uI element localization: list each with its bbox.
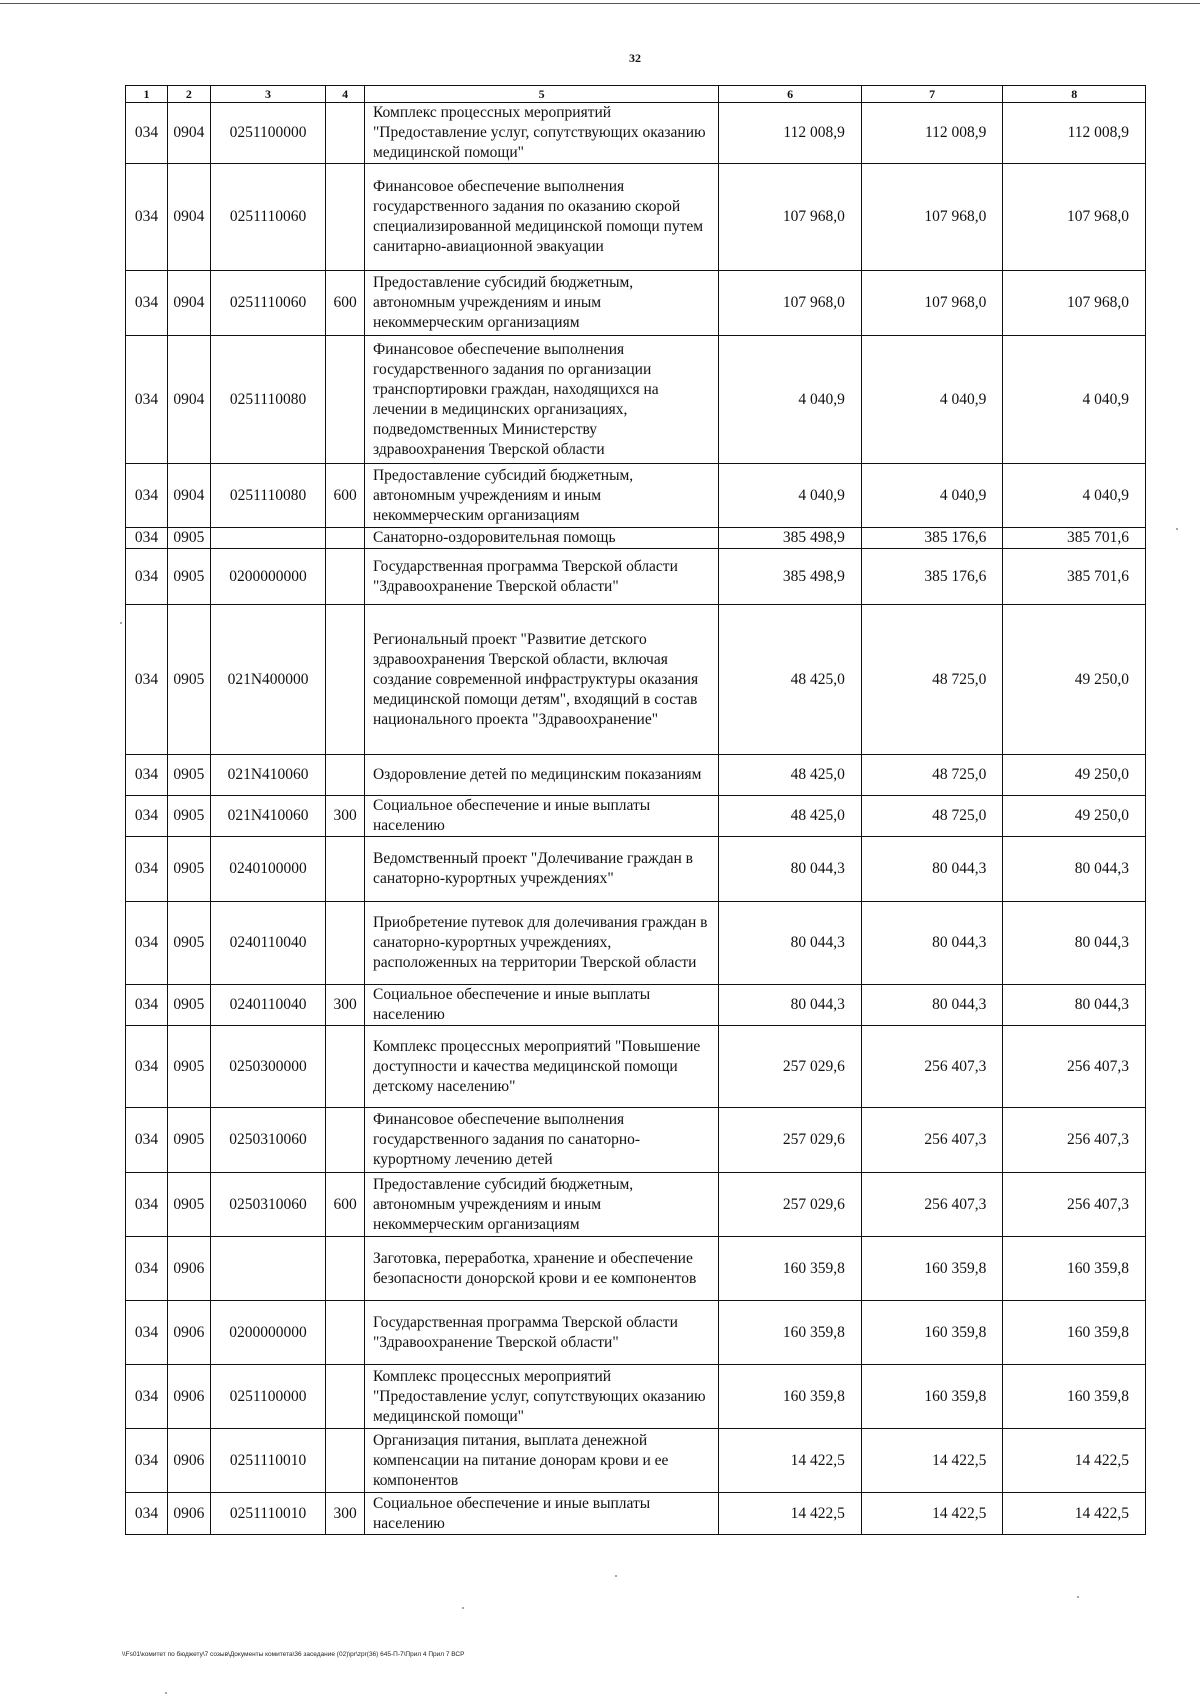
- description-cell: Организация питания, выплата денежной компенсации на питание донорам крови и ее компонентов: [364, 1429, 718, 1493]
- scan-speck: [462, 1607, 464, 1609]
- target-code-cell: 0250310060: [210, 1173, 325, 1237]
- amount-year3-cell: 256 407,3: [1003, 1026, 1146, 1108]
- section-code-cell: 0904: [167, 103, 210, 164]
- amount-year2-cell: 256 407,3: [861, 1026, 1003, 1108]
- description-cell: Государственная программа Тверской области "Здравоохранение Тверской области": [364, 1301, 718, 1365]
- expense-type-cell: [326, 902, 365, 985]
- amount-year2-cell: 256 407,3: [861, 1173, 1003, 1237]
- file-path-footer: \\Fs01\комитет по бюджету\7 созыв\Документы комитета\36 заседание (02)\pr\zpr(36) 645-П-7\Прил 4 Прил 7 ВСР: [122, 1651, 465, 1658]
- amount-year2-cell: 4 040,9: [861, 336, 1003, 464]
- description-cell: Оздоровление детей по медицинским показаниям: [364, 755, 718, 796]
- amount-year1-cell: 80 044,3: [719, 837, 862, 902]
- table-row: [126, 796, 1146, 837]
- description-cell: Комплекс процессных мероприятий "Предоставление услуг, сопутствующих оказанию медицинской помощи": [364, 103, 718, 164]
- expense-type-cell: [326, 1301, 365, 1365]
- section-code-cell: 0906: [167, 1237, 210, 1301]
- amount-year1-cell: 160 359,8: [719, 1301, 862, 1365]
- expense-type-cell: [326, 336, 365, 464]
- amount-year3-cell: 80 044,3: [1003, 837, 1146, 902]
- amount-year2-cell: 160 359,8: [861, 1237, 1003, 1301]
- expense-type-cell: 600: [326, 464, 365, 528]
- table-row: [126, 755, 1146, 796]
- amount-year2-cell: 107 968,0: [861, 271, 1003, 336]
- amount-year3-cell: 4 040,9: [1003, 464, 1146, 528]
- page-number: 32: [629, 51, 641, 65]
- ministry-code-cell: 034: [126, 796, 168, 837]
- expense-type-cell: [326, 528, 365, 549]
- section-code-cell: 0905: [167, 985, 210, 1026]
- description-cell: Предоставление субсидий бюджетным, автономным учреждениям и иным некоммерческим организациям: [364, 464, 718, 528]
- ministry-code-cell: 034: [126, 1173, 168, 1237]
- amount-year1-cell: 80 044,3: [719, 985, 862, 1026]
- target-code-cell: 0251110010: [210, 1429, 325, 1493]
- expense-type-cell: 300: [326, 796, 365, 837]
- amount-year2-cell: 80 044,3: [861, 837, 1003, 902]
- target-code-cell: 0240110040: [210, 902, 325, 985]
- description-cell: Приобретение путевок для долечивания граждан в санаторно-курортных учреждениях, расположенных на территории Тверской области: [364, 902, 718, 985]
- amount-year3-cell: 49 250,0: [1003, 605, 1146, 755]
- amount-year1-cell: 107 968,0: [719, 271, 862, 336]
- section-code-cell: 0904: [167, 336, 210, 464]
- target-code-cell: 0251100000: [210, 1365, 325, 1429]
- expense-type-cell: [326, 605, 365, 755]
- target-code-cell: 0250310060: [210, 1108, 325, 1173]
- ministry-code-cell: 034: [126, 605, 168, 755]
- amount-year1-cell: 80 044,3: [719, 902, 862, 985]
- section-code-cell: 0905: [167, 1026, 210, 1108]
- expense-type-cell: [326, 164, 365, 271]
- ministry-code-cell: 034: [126, 1237, 168, 1301]
- ministry-code-cell: 034: [126, 164, 168, 271]
- amount-year2-cell: 256 407,3: [861, 1108, 1003, 1173]
- section-code-cell: 0905: [167, 837, 210, 902]
- ministry-code-cell: 034: [126, 528, 168, 549]
- section-code-cell: 0905: [167, 755, 210, 796]
- amount-year2-cell: 385 176,6: [861, 549, 1003, 605]
- scan-speck: [615, 1575, 617, 1577]
- column-header: 8: [1003, 86, 1146, 103]
- expense-type-cell: 300: [326, 985, 365, 1026]
- description-cell: Санаторно-оздоровительная помощь: [364, 528, 718, 549]
- amount-year2-cell: 48 725,0: [861, 605, 1003, 755]
- ministry-code-cell: 034: [126, 549, 168, 605]
- section-code-cell: 0905: [167, 605, 210, 755]
- ministry-code-cell: 034: [126, 1301, 168, 1365]
- expense-type-cell: [326, 103, 365, 164]
- section-code-cell: 0906: [167, 1493, 210, 1535]
- table-row: [126, 164, 1146, 271]
- expense-type-cell: [326, 755, 365, 796]
- table-row: [126, 271, 1146, 336]
- table-row: [126, 1301, 1146, 1365]
- target-code-cell: 0250300000: [210, 1026, 325, 1108]
- section-code-cell: 0904: [167, 164, 210, 271]
- description-cell: Предоставление субсидий бюджетным, автономным учреждениям и иным некоммерческим организациям: [364, 271, 718, 336]
- ministry-code-cell: 034: [126, 464, 168, 528]
- amount-year3-cell: 80 044,3: [1003, 902, 1146, 985]
- amount-year3-cell: 14 422,5: [1003, 1493, 1146, 1535]
- amount-year2-cell: 160 359,8: [861, 1301, 1003, 1365]
- description-cell: Финансовое обеспечение выполнения государственного задания по санаторно-курортному лечению детей: [364, 1108, 718, 1173]
- top-border-line: [0, 3, 1200, 4]
- scan-speck: [1176, 528, 1178, 530]
- table-row: [126, 549, 1146, 605]
- amount-year3-cell: 256 407,3: [1003, 1173, 1146, 1237]
- amount-year2-cell: 112 008,9: [861, 103, 1003, 164]
- ministry-code-cell: 034: [126, 1108, 168, 1173]
- target-code-cell: 021N410060: [210, 755, 325, 796]
- amount-year2-cell: 48 725,0: [861, 755, 1003, 796]
- target-code-cell: [210, 1237, 325, 1301]
- expense-type-cell: [326, 549, 365, 605]
- budget-table: [125, 85, 1146, 1535]
- expense-type-cell: 600: [326, 271, 365, 336]
- amount-year3-cell: 160 359,8: [1003, 1237, 1146, 1301]
- scan-speck: [1077, 1596, 1079, 1598]
- expense-type-cell: 600: [326, 1173, 365, 1237]
- table-row: [126, 985, 1146, 1026]
- column-header: 1: [126, 86, 168, 103]
- ministry-code-cell: 034: [126, 1493, 168, 1535]
- target-code-cell: 0251110010: [210, 1493, 325, 1535]
- table-row: [126, 1493, 1146, 1535]
- amount-year3-cell: 107 968,0: [1003, 271, 1146, 336]
- section-code-cell: 0904: [167, 271, 210, 336]
- amount-year1-cell: 160 359,8: [719, 1237, 862, 1301]
- target-code-cell: 021N410060: [210, 796, 325, 837]
- amount-year2-cell: 160 359,8: [861, 1365, 1003, 1429]
- table-row: [126, 464, 1146, 528]
- section-code-cell: 0905: [167, 1108, 210, 1173]
- section-code-cell: 0906: [167, 1301, 210, 1365]
- column-header: 7: [861, 86, 1003, 103]
- amount-year2-cell: 80 044,3: [861, 985, 1003, 1026]
- amount-year2-cell: 107 968,0: [861, 164, 1003, 271]
- amount-year3-cell: 385 701,6: [1003, 549, 1146, 605]
- description-cell: Финансовое обеспечение выполнения государственного задания по организации транспортировки граждан, находящихся на лечении в медицинских организациях, подведомственных Министерству здравоохранения Тверской области: [364, 336, 718, 464]
- expense-type-cell: [326, 1365, 365, 1429]
- ministry-code-cell: 034: [126, 1365, 168, 1429]
- amount-year3-cell: 385 701,6: [1003, 528, 1146, 549]
- description-cell: Комплекс процессных мероприятий "Повышение доступности и качества медицинской помощи детскому населению": [364, 1026, 718, 1108]
- section-code-cell: 0906: [167, 1429, 210, 1493]
- description-cell: Заготовка, переработка, хранение и обеспечение безопасности донорской крови и ее компонентов: [364, 1237, 718, 1301]
- target-code-cell: 0240110040: [210, 985, 325, 1026]
- table-row: [126, 605, 1146, 755]
- description-cell: Комплекс процессных мероприятий "Предоставление услуг, сопутствующих оказанию медицинской помощи": [364, 1365, 718, 1429]
- amount-year3-cell: 49 250,0: [1003, 796, 1146, 837]
- section-code-cell: 0905: [167, 1173, 210, 1237]
- amount-year1-cell: 160 359,8: [719, 1365, 862, 1429]
- table-row: [126, 528, 1146, 549]
- target-code-cell: [210, 528, 325, 549]
- table-row: [126, 1365, 1146, 1429]
- amount-year3-cell: 80 044,3: [1003, 985, 1146, 1026]
- column-header: 3: [210, 86, 325, 103]
- target-code-cell: 0200000000: [210, 549, 325, 605]
- target-code-cell: 0251110080: [210, 336, 325, 464]
- amount-year2-cell: 14 422,5: [861, 1429, 1003, 1493]
- amount-year3-cell: 14 422,5: [1003, 1429, 1146, 1493]
- target-code-cell: 0251110060: [210, 271, 325, 336]
- amount-year1-cell: 48 425,0: [719, 605, 862, 755]
- amount-year3-cell: 160 359,8: [1003, 1301, 1146, 1365]
- table-row: [126, 902, 1146, 985]
- ministry-code-cell: 034: [126, 336, 168, 464]
- amount-year3-cell: 256 407,3: [1003, 1108, 1146, 1173]
- amount-year1-cell: 112 008,9: [719, 103, 862, 164]
- table-row: [126, 336, 1146, 464]
- amount-year2-cell: 48 725,0: [861, 796, 1003, 837]
- ministry-code-cell: 034: [126, 755, 168, 796]
- ministry-code-cell: 034: [126, 902, 168, 985]
- description-cell: Государственная программа Тверской области "Здравоохранение Тверской области": [364, 549, 718, 605]
- ministry-code-cell: 034: [126, 985, 168, 1026]
- amount-year1-cell: 48 425,0: [719, 796, 862, 837]
- amount-year2-cell: 80 044,3: [861, 902, 1003, 985]
- expense-type-cell: [326, 1108, 365, 1173]
- section-code-cell: 0905: [167, 902, 210, 985]
- description-cell: Социальное обеспечение и иные выплаты населению: [364, 1493, 718, 1535]
- section-code-cell: 0905: [167, 796, 210, 837]
- amount-year1-cell: 257 029,6: [719, 1108, 862, 1173]
- description-cell: Социальное обеспечение и иные выплаты населению: [364, 796, 718, 837]
- expense-type-cell: 300: [326, 1493, 365, 1535]
- expense-type-cell: [326, 1026, 365, 1108]
- table-row: [126, 103, 1146, 164]
- section-code-cell: 0906: [167, 1365, 210, 1429]
- expense-type-cell: [326, 837, 365, 902]
- amount-year1-cell: 14 422,5: [719, 1429, 862, 1493]
- amount-year1-cell: 107 968,0: [719, 164, 862, 271]
- target-code-cell: 0200000000: [210, 1301, 325, 1365]
- table-row: [126, 1237, 1146, 1301]
- table-row: [126, 1108, 1146, 1173]
- amount-year1-cell: 257 029,6: [719, 1026, 862, 1108]
- amount-year1-cell: 14 422,5: [719, 1493, 862, 1535]
- table-row: [126, 837, 1146, 902]
- ministry-code-cell: 034: [126, 103, 168, 164]
- table-row: [126, 1173, 1146, 1237]
- scan-speck: [120, 622, 122, 624]
- column-header-row: [126, 86, 1146, 103]
- scan-speck: [165, 1692, 167, 1694]
- expense-type-cell: [326, 1429, 365, 1493]
- description-cell: Финансовое обеспечение выполнения государственного задания по оказанию скорой специализированной медицинской помощи путем санитарно-авиационной эвакуации: [364, 164, 718, 271]
- section-code-cell: 0905: [167, 549, 210, 605]
- amount-year1-cell: 257 029,6: [719, 1173, 862, 1237]
- amount-year3-cell: 112 008,9: [1003, 103, 1146, 164]
- table-row: [126, 1026, 1146, 1108]
- column-header: 6: [719, 86, 862, 103]
- amount-year1-cell: 4 040,9: [719, 464, 862, 528]
- amount-year1-cell: 385 498,9: [719, 549, 862, 605]
- target-code-cell: 021N400000: [210, 605, 325, 755]
- ministry-code-cell: 034: [126, 1026, 168, 1108]
- ministry-code-cell: 034: [126, 271, 168, 336]
- description-cell: Предоставление субсидий бюджетным, автономным учреждениям и иным некоммерческим организациям: [364, 1173, 718, 1237]
- section-code-cell: 0904: [167, 464, 210, 528]
- table-row: [126, 1429, 1146, 1493]
- amount-year1-cell: 48 425,0: [719, 755, 862, 796]
- ministry-code-cell: 034: [126, 1429, 168, 1493]
- ministry-code-cell: 034: [126, 837, 168, 902]
- expense-type-cell: [326, 1237, 365, 1301]
- target-code-cell: 0251110080: [210, 464, 325, 528]
- amount-year2-cell: 14 422,5: [861, 1493, 1003, 1535]
- section-code-cell: 0905: [167, 528, 210, 549]
- amount-year2-cell: 385 176,6: [861, 528, 1003, 549]
- amount-year3-cell: 4 040,9: [1003, 336, 1146, 464]
- amount-year2-cell: 4 040,9: [861, 464, 1003, 528]
- column-header: 4: [326, 86, 365, 103]
- amount-year3-cell: 49 250,0: [1003, 755, 1146, 796]
- amount-year3-cell: 160 359,8: [1003, 1365, 1146, 1429]
- amount-year1-cell: 4 040,9: [719, 336, 862, 464]
- description-cell: Региональный проект "Развитие детского здравоохранения Тверской области, включая создание современной инфраструктуры оказания медицинской помощи детям", входящий в состав национального проекта "Здравоохранение": [364, 605, 718, 755]
- column-header: 5: [364, 86, 718, 103]
- target-code-cell: 0240100000: [210, 837, 325, 902]
- target-code-cell: 0251110060: [210, 164, 325, 271]
- amount-year3-cell: 107 968,0: [1003, 164, 1146, 271]
- column-header: 2: [167, 86, 210, 103]
- description-cell: Ведомственный проект "Долечивание граждан в санаторно-курортных учреждениях": [364, 837, 718, 902]
- description-cell: Социальное обеспечение и иные выплаты населению: [364, 985, 718, 1026]
- target-code-cell: 0251100000: [210, 103, 325, 164]
- amount-year1-cell: 385 498,9: [719, 528, 862, 549]
